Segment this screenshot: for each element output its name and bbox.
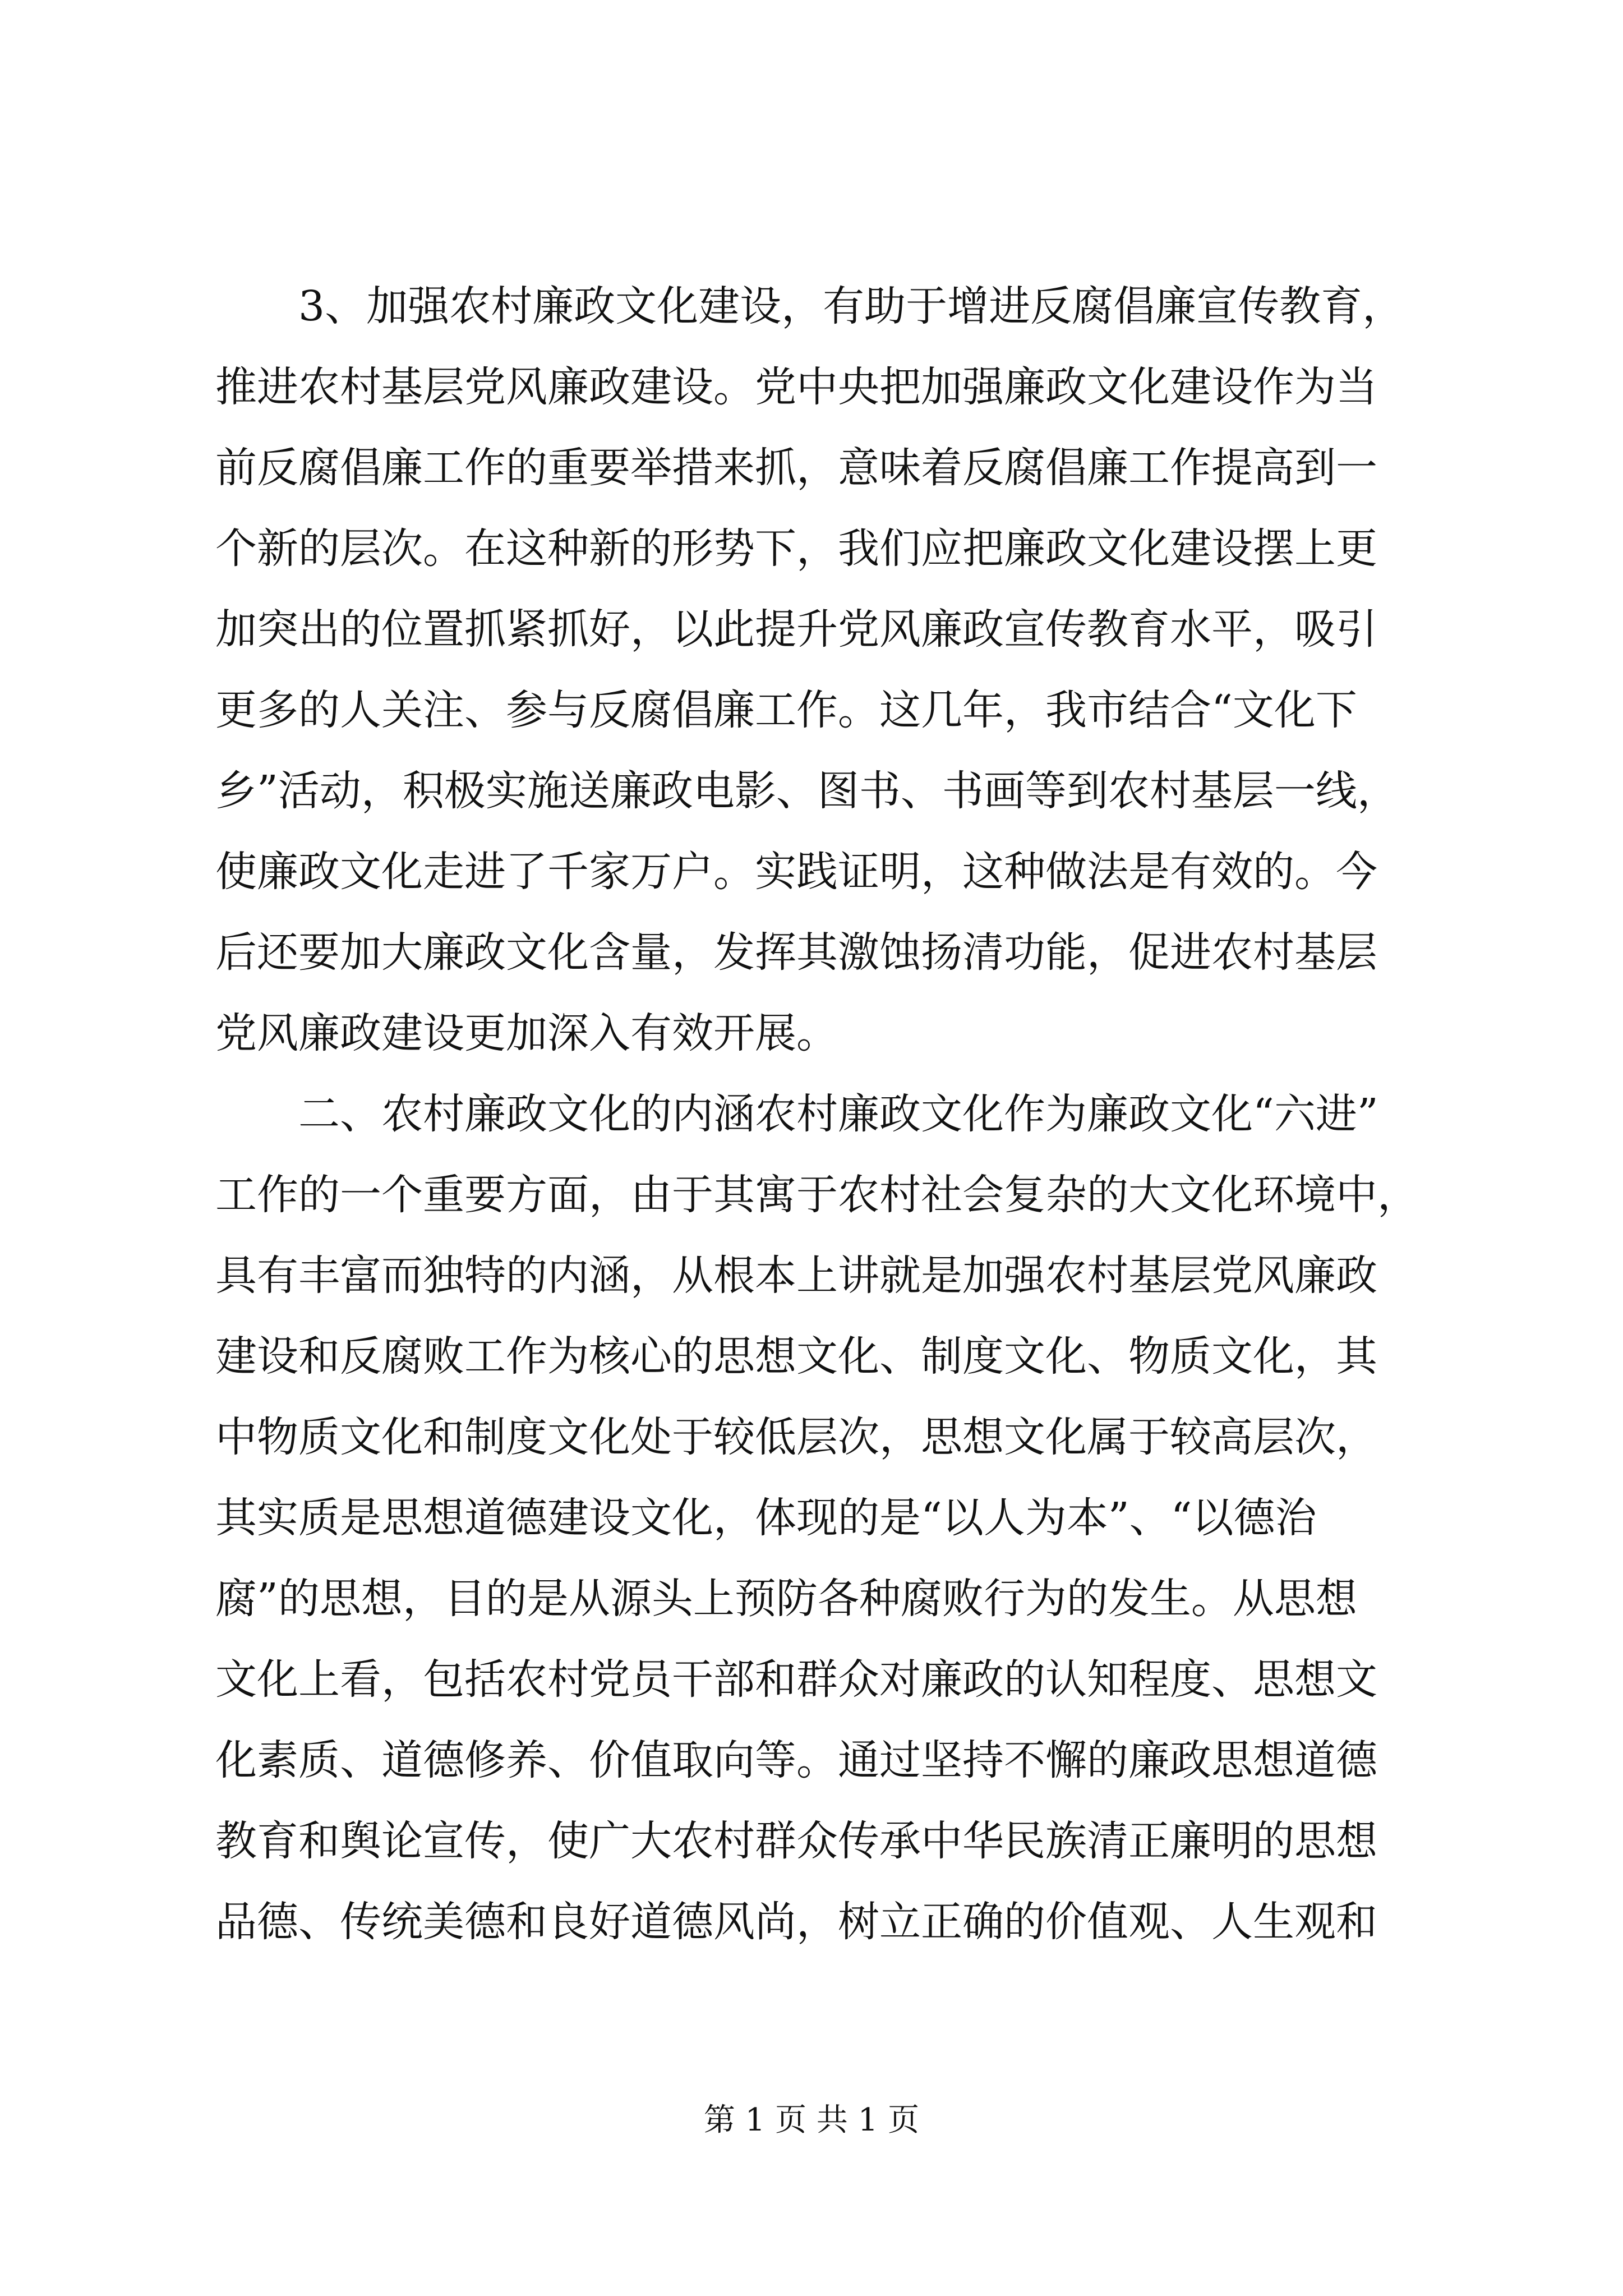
text-line: 文化上看，包括农村党员干部和群众对廉政的认知程度、思想文 (215, 1655, 1377, 1704)
text-line: 推进农村基层党风廉政建设。党中央把加强廉政文化建设作为当 (215, 363, 1377, 411)
text-line: 腐”的思想，目的是从源头上预防各种腐败行为的发生。从思想 (215, 1575, 1357, 1623)
text-line: 建设和反腐败工作为核心的思想文化、制度文化、物质文化，其 (215, 1332, 1377, 1381)
page-footer: 第 1 页 共 1 页 (703, 2102, 920, 2138)
text-line: 3、加强农村廉政文化建设，有助于增进反腐倡廉宣传教育， (215, 282, 1404, 330)
text-line: 更多的人关注、参与反腐倡廉工作。这几年，我市结合“文化下 (215, 686, 1357, 734)
text-line: 前反腐倡廉工作的重要举措来抓，意味着反腐倡廉工作提高到一 (215, 444, 1377, 492)
text-line: 其实质是思想道德建设文化，体现的是“以人为本”、“以德治 (215, 1494, 1317, 1542)
text-line: 中物质文化和制度文化处于较低层次，思想文化属于较高层次， (215, 1413, 1377, 1461)
text-line: 二、农村廉政文化的内涵农村廉政文化作为廉政文化“六进” (215, 1090, 1378, 1138)
text-line: 具有丰富而独特的内涵，从根本上讲就是加强农村基层党风廉政 (215, 1251, 1377, 1300)
text-line: 使廉政文化走进了千家万户。实践证明，这种做法是有效的。今 (215, 848, 1377, 896)
paragraph-1 (215, 266, 1427, 1074)
text-line: 党风廉政建设更加深入有效开展。 (215, 1009, 838, 1057)
document-body (215, 266, 1427, 1962)
paragraph-2 (215, 1074, 1427, 1962)
text-line: 品德、传统美德和良好道德风尚，树立正确的价值观、人生观和 (215, 1898, 1377, 1946)
text-line: 后还要加大廉政文化含量，发挥其激蚀扬清功能，促进农村基层 (215, 928, 1377, 977)
text-line: 工作的一个重要方面，由于其寓于农村社会复杂的大文化环境中， (215, 1171, 1419, 1219)
text-line: 个新的层次。在这种新的形势下，我们应把廉政文化建设摆上更 (215, 524, 1377, 573)
text-line: 化素质、道德修养、价值取向等。通过坚持不懈的廉政思想道德 (215, 1736, 1377, 1784)
text-line: 教育和舆论宣传，使广大农村群众传承中华民族清正廉明的思想 (215, 1817, 1377, 1865)
text-line: 加突出的位置抓紧抓好，以此提升党风廉政宣传教育水平，吸引 (215, 605, 1377, 654)
text-line: 乡”活动，积极实施送廉政电影、图书、书画等到农村基层一线， (215, 767, 1399, 815)
